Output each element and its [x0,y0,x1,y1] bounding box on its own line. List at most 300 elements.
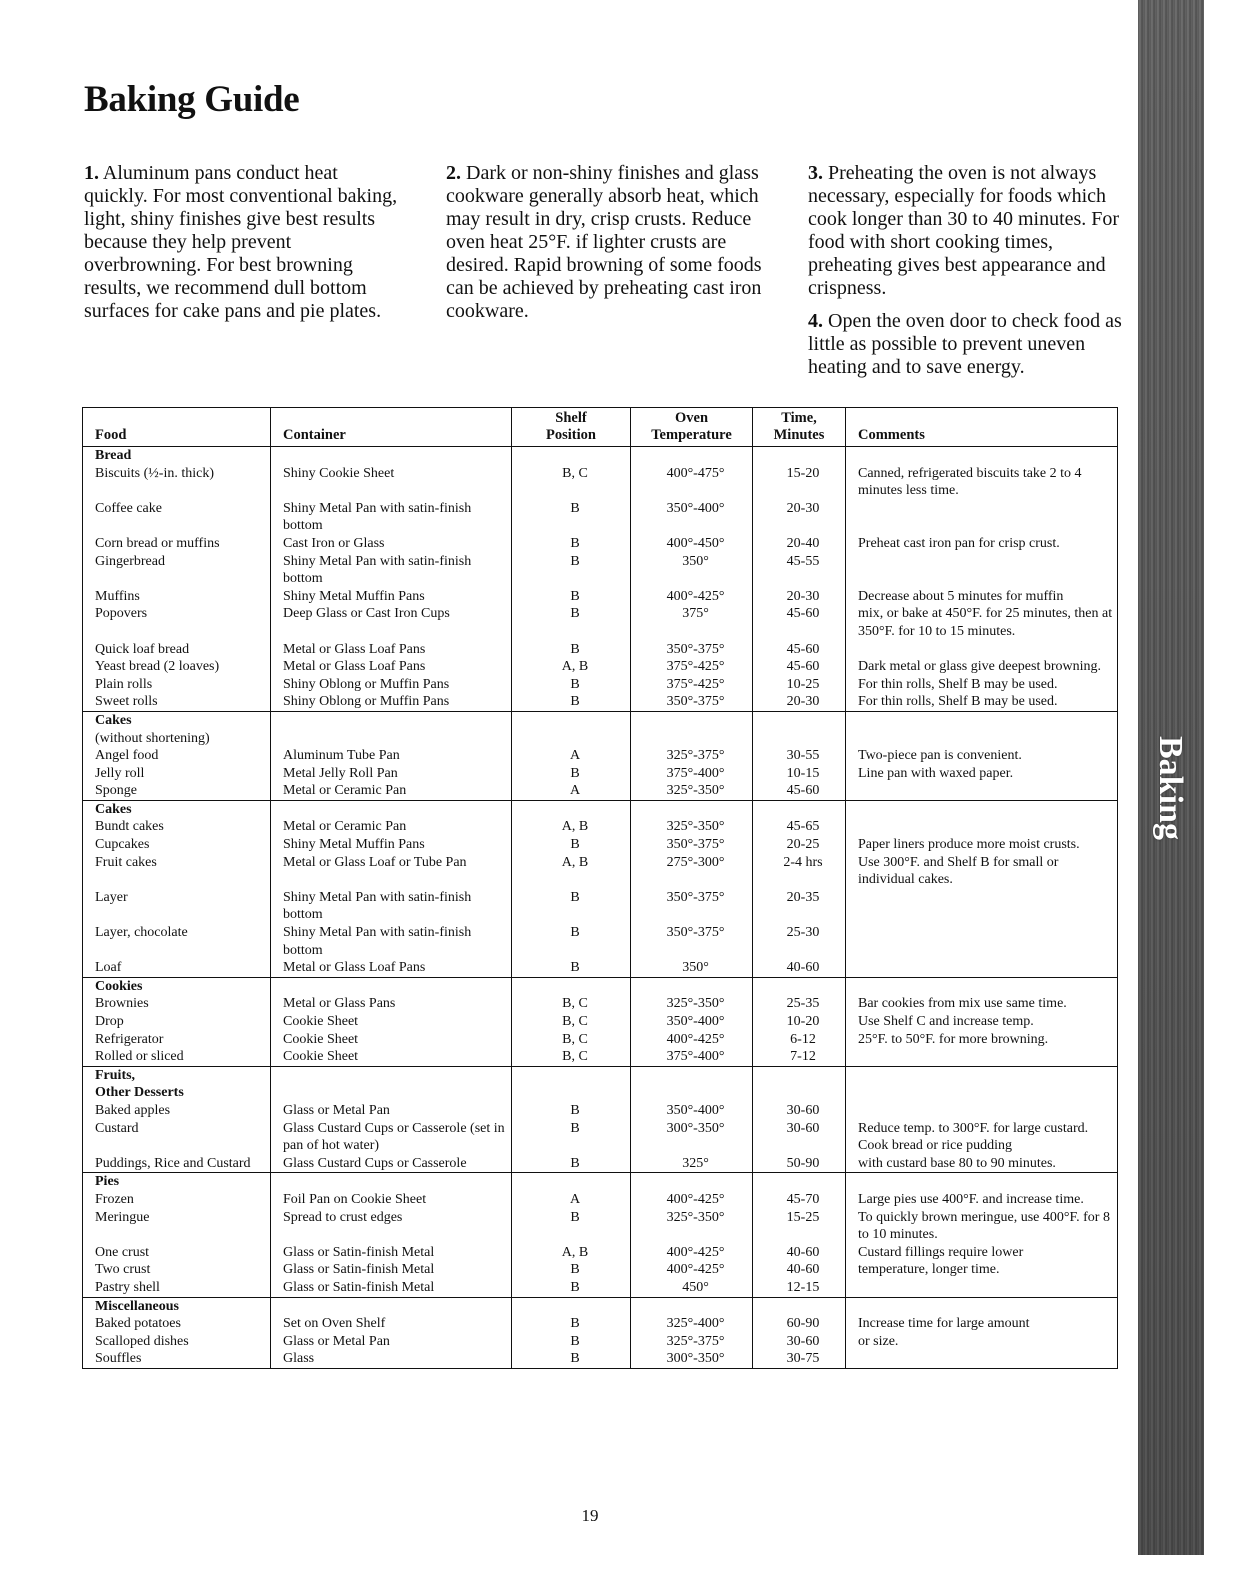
comment-cell: Line pan with waxed paper. [846,765,1118,783]
comment-cell: Dark metal or glass give deepest browning. [846,658,1118,676]
table-row [83,818,1118,836]
container-cell: Metal or Glass Loaf Pans [271,641,512,659]
shelf-cell: B [512,553,631,588]
food-cell: Corn bread or muffins [83,535,271,553]
page-title: Baking Guide [84,79,300,120]
table-row [83,959,1118,977]
table-row [83,676,1118,694]
container-cell: Set on Oven Shelf [271,1315,512,1333]
food-cell: Yeast bread (2 loaves) [83,658,271,676]
empty-cell [512,1066,631,1084]
empty-cell [512,1297,631,1315]
empty-cell [631,447,753,465]
table-row [83,1155,1118,1173]
container-cell: Deep Glass or Cast Iron Cups [271,605,512,640]
empty-cell [512,447,631,465]
tip-text: Preheating the oven is not always necessary, especially for foods which cook longer than 30 to 40 minutes. For food with short cooking times, preheating gives best appearance and crispness. [808,162,1120,299]
tip-1 [84,162,406,323]
table-row [83,995,1118,1013]
tip-text: Open the oven door to check food as little as possible to prevent uneven heating and to save energy. [808,310,1122,378]
category-row [83,447,1118,465]
empty-cell [271,711,512,729]
comment-cell [846,641,1118,659]
table-row [83,747,1118,765]
table-row [83,1120,1118,1155]
empty-cell [846,447,1118,465]
temperature-cell: 400°-425° [631,1261,753,1279]
empty-cell [271,1173,512,1191]
shelf-cell: B [512,1261,631,1279]
temperature-cell: 400°-450° [631,535,753,553]
container-cell: Metal or Ceramic Pan [271,818,512,836]
table-row [83,1261,1118,1279]
container-cell: Shiny Metal Muffin Pans [271,836,512,854]
empty-cell [512,730,631,748]
food-cell: Bundt cakes [83,818,271,836]
empty-cell [753,1297,846,1315]
container-cell: Shiny Cookie Sheet [271,465,512,500]
empty-cell [631,1173,753,1191]
table-row [83,500,1118,535]
temperature-cell: 350°-400° [631,1013,753,1031]
comment-cell [846,889,1118,924]
temperature-cell: 400°-425° [631,1244,753,1262]
empty-cell [846,977,1118,995]
comment-cell: Two-piece pan is convenient. [846,747,1118,765]
time-cell: 45-70 [753,1191,846,1209]
food-cell: Muffins [83,588,271,606]
food-cell: Coffee cake [83,500,271,535]
temperature-cell: 350°-375° [631,924,753,959]
time-cell: 20-30 [753,500,846,535]
table-row [83,553,1118,588]
empty-cell [271,977,512,995]
container-cell: Metal or Ceramic Pan [271,782,512,800]
table-row [83,1350,1118,1368]
empty-cell [753,447,846,465]
shelf-cell: B, C [512,1031,631,1049]
food-cell: Fruit cakes [83,854,271,889]
shelf-cell: B [512,676,631,694]
shelf-cell: A [512,782,631,800]
tip-number: 1. [84,162,99,184]
time-cell: 45-60 [753,658,846,676]
time-cell: 40-60 [753,1244,846,1262]
comment-cell: or size. [846,1333,1118,1351]
table-row [83,588,1118,606]
time-cell: 10-15 [753,765,846,783]
food-cell: Sweet rolls [83,693,271,711]
container-cell: Shiny Metal Muffin Pans [271,588,512,606]
comment-cell: For thin rolls, Shelf B may be used. [846,676,1118,694]
comment-cell: To quickly brown meringue, use 400°F. for 8 to 10 minutes. [846,1209,1118,1244]
tip-2 [446,162,776,323]
empty-cell [271,800,512,818]
table-row [83,535,1118,553]
empty-cell [846,1066,1118,1084]
empty-cell [846,730,1118,748]
time-cell: 25-35 [753,995,846,1013]
food-cell: Layer, chocolate [83,924,271,959]
time-cell: 45-65 [753,818,846,836]
table-row [83,641,1118,659]
temperature-cell: 375°-400° [631,1048,753,1066]
time-cell: 7-12 [753,1048,846,1066]
table-header-row [83,408,1118,447]
table-row [83,924,1118,959]
empty-cell [512,711,631,729]
shelf-cell: B [512,1102,631,1120]
food-cell: Sponge [83,782,271,800]
time-cell: 40-60 [753,959,846,977]
category-row [83,711,1118,729]
shelf-cell: B [512,765,631,783]
temperature-cell: 325° [631,1155,753,1173]
comment-cell [846,1279,1118,1297]
table-row [83,854,1118,889]
time-cell: 50-90 [753,1155,846,1173]
food-cell: Popovers [83,605,271,640]
temperature-cell: 375°-400° [631,765,753,783]
food-cell: Plain rolls [83,676,271,694]
comment-cell: Use 300°F. and Shelf B for small or individual cakes. [846,854,1118,889]
food-cell: One crust [83,1244,271,1262]
time-cell: 60-90 [753,1315,846,1333]
container-cell: Glass or Metal Pan [271,1102,512,1120]
time-cell: 15-25 [753,1209,846,1244]
temperature-cell: 275°-300° [631,854,753,889]
shelf-cell: B [512,1315,631,1333]
comment-cell [846,553,1118,588]
temperature-cell: 325°-350° [631,782,753,800]
category-label: Pies [83,1173,271,1191]
temperature-cell: 350° [631,959,753,977]
time-cell: 20-25 [753,836,846,854]
side-tab-label: Baking [1152,736,1189,840]
shelf-cell: B [512,1279,631,1297]
baking-guide-table [82,407,1118,1369]
table-row [83,1102,1118,1120]
empty-cell [271,1066,512,1084]
shelf-cell: B, C [512,1048,631,1066]
time-cell: 45-60 [753,605,846,640]
subcategory-row [83,1084,1118,1102]
comment-cell [846,1048,1118,1066]
empty-cell [631,977,753,995]
temperature-cell: 325°-400° [631,1315,753,1333]
temperature-cell: 325°-350° [631,818,753,836]
shelf-cell: B [512,641,631,659]
shelf-cell: A, B [512,818,631,836]
empty-cell [271,1297,512,1315]
temperature-cell: 350°-375° [631,693,753,711]
table-row [83,782,1118,800]
empty-cell [631,711,753,729]
container-cell: Cookie Sheet [271,1013,512,1031]
temperature-cell: 375°-425° [631,658,753,676]
time-cell: 6-12 [753,1031,846,1049]
shelf-cell: B [512,588,631,606]
tip-4 [808,310,1128,379]
tips-column-1 [84,162,406,333]
table-row [83,1279,1118,1297]
container-cell: Shiny Oblong or Muffin Pans [271,676,512,694]
table-row [83,1209,1118,1244]
temperature-cell: 325°-350° [631,995,753,1013]
time-cell: 30-55 [753,747,846,765]
subcategory-label: Other Desserts [83,1084,271,1102]
empty-cell [753,1173,846,1191]
container-cell: Glass or Metal Pan [271,1333,512,1351]
food-cell: Angel food [83,747,271,765]
time-cell: 20-30 [753,693,846,711]
table-row [83,1048,1118,1066]
empty-cell [753,1066,846,1084]
comment-cell: Decrease about 5 minutes for muffin [846,588,1118,606]
food-cell: Quick loaf bread [83,641,271,659]
header-comments: Comments [846,408,1118,447]
table-row [83,605,1118,640]
comment-cell: with custard base 80 to 90 minutes. [846,1155,1118,1173]
table-row [83,1031,1118,1049]
empty-cell [846,1297,1118,1315]
category-label: Bread [83,447,271,465]
temperature-cell: 300°-350° [631,1120,753,1155]
food-cell: Jelly roll [83,765,271,783]
shelf-cell: B [512,1209,631,1244]
tip-text: Aluminum pans conduct heat quickly. For most conventional baking, light, shiny finishes give best results because they help prevent overbrowning. For best browning results, we recommend dull bottom surfaces for cake pans and pie plates. [84,162,398,322]
food-cell: Baked potatoes [83,1315,271,1333]
container-cell: Metal or Glass Loaf Pans [271,658,512,676]
empty-cell [753,1084,846,1102]
shelf-cell: B [512,959,631,977]
shelf-cell: B [512,836,631,854]
container-cell: Cast Iron or Glass [271,535,512,553]
tip-number: 2. [446,162,461,184]
food-cell: Puddings, Rice and Custard [83,1155,271,1173]
empty-cell [846,800,1118,818]
table-row [83,693,1118,711]
time-cell: 25-30 [753,924,846,959]
table-row [83,1244,1118,1262]
empty-cell [846,1173,1118,1191]
subcategory-label: (without shortening) [83,730,271,748]
tip-3 [808,162,1128,300]
time-cell: 20-35 [753,889,846,924]
category-label: Miscellaneous [83,1297,271,1315]
food-cell: Brownies [83,995,271,1013]
container-cell: Glass or Satin-finish Metal [271,1279,512,1297]
time-cell: 45-60 [753,782,846,800]
comment-cell: Use Shelf C and increase temp. [846,1013,1118,1031]
header-food: Food [83,408,271,447]
temperature-cell: 400°-425° [631,1191,753,1209]
table-row [83,465,1118,500]
temperature-cell: 400°-425° [631,1031,753,1049]
empty-cell [631,800,753,818]
food-cell: Rolled or sliced [83,1048,271,1066]
container-cell: Metal Jelly Roll Pan [271,765,512,783]
empty-cell [271,730,512,748]
temperature-cell: 325°-375° [631,1333,753,1351]
time-cell: 12-15 [753,1279,846,1297]
temperature-cell: 400°-475° [631,465,753,500]
table-row [83,1191,1118,1209]
shelf-cell: A, B [512,658,631,676]
container-cell: Metal or Glass Loaf or Tube Pan [271,854,512,889]
time-cell: 30-75 [753,1350,846,1368]
empty-cell [631,1297,753,1315]
temperature-cell: 450° [631,1279,753,1297]
empty-cell [631,1066,753,1084]
empty-cell [512,1173,631,1191]
shelf-cell: B [512,605,631,640]
time-cell: 45-55 [753,553,846,588]
food-cell: Souffles [83,1350,271,1368]
table-row [83,1013,1118,1031]
time-cell: 40-60 [753,1261,846,1279]
shelf-cell: A [512,747,631,765]
shelf-cell: B, C [512,1013,631,1031]
comment-cell [846,818,1118,836]
category-row [83,1297,1118,1315]
food-cell: Layer [83,889,271,924]
container-cell: Shiny Metal Pan with satin-finish bottom [271,500,512,535]
container-cell: Shiny Metal Pan with satin-finish bottom [271,889,512,924]
shelf-cell: B [512,1333,631,1351]
time-cell: 30-60 [753,1120,846,1155]
category-label: Fruits, [83,1066,271,1084]
food-cell: Biscuits (½-in. thick) [83,465,271,500]
shelf-cell: B [512,500,631,535]
container-cell: Glass or Satin-finish Metal [271,1261,512,1279]
food-cell: Cupcakes [83,836,271,854]
comment-cell: Reduce temp. to 300°F. for large custard. Cook bread or rice pudding [846,1120,1118,1155]
category-label: Cakes [83,711,271,729]
table-row [83,1333,1118,1351]
empty-cell [631,1084,753,1102]
tip-number: 3. [808,162,823,184]
temperature-cell: 350°-400° [631,1102,753,1120]
empty-cell [753,711,846,729]
temperature-cell: 375° [631,605,753,640]
container-cell: Cookie Sheet [271,1031,512,1049]
empty-cell [512,800,631,818]
comment-cell [846,782,1118,800]
container-cell: Glass Custard Cups or Casserole [271,1155,512,1173]
comment-cell: For thin rolls, Shelf B may be used. [846,693,1118,711]
time-cell: 30-60 [753,1102,846,1120]
page-number: 19 [581,1506,599,1525]
temperature-cell: 325°-375° [631,747,753,765]
shelf-cell: B [512,535,631,553]
temperature-cell: 350° [631,553,753,588]
category-row [83,800,1118,818]
shelf-cell: A, B [512,1244,631,1262]
header-oven-temperature: Oven Temperature [631,408,753,447]
empty-cell [753,800,846,818]
food-cell: Loaf [83,959,271,977]
subcategory-row [83,730,1118,748]
temperature-cell: 350°-400° [631,500,753,535]
container-cell: Glass [271,1350,512,1368]
comment-cell [846,500,1118,535]
empty-cell [846,711,1118,729]
comment-cell: Custard fillings require lower [846,1244,1118,1262]
container-cell: Foil Pan on Cookie Sheet [271,1191,512,1209]
empty-cell [512,1084,631,1102]
comment-cell: Preheat cast iron pan for crisp crust. [846,535,1118,553]
category-label: Cookies [83,977,271,995]
comment-cell: mix, or bake at 450°F. for 25 minutes, then at 350°F. for 10 to 15 minutes. [846,605,1118,640]
table-row [83,889,1118,924]
comment-cell: 25°F. to 50°F. for more browning. [846,1031,1118,1049]
food-cell: Scalloped dishes [83,1333,271,1351]
time-cell: 20-30 [753,588,846,606]
food-cell: Pastry shell [83,1279,271,1297]
container-cell: Aluminum Tube Pan [271,747,512,765]
shelf-cell: B [512,1120,631,1155]
table-row [83,658,1118,676]
food-cell: Frozen [83,1191,271,1209]
time-cell: 30-60 [753,1333,846,1351]
empty-cell [271,447,512,465]
temperature-cell: 300°-350° [631,1350,753,1368]
comment-cell: temperature, longer time. [846,1261,1118,1279]
empty-cell [631,730,753,748]
container-cell: Shiny Oblong or Muffin Pans [271,693,512,711]
comment-cell: Large pies use 400°F. and increase time. [846,1191,1118,1209]
category-label: Cakes [83,800,271,818]
shelf-cell: B [512,1155,631,1173]
header-container: Container [271,408,512,447]
time-cell: 2-4 hrs [753,854,846,889]
temperature-cell: 325°-350° [631,1209,753,1244]
food-cell: Custard [83,1120,271,1155]
time-cell: 10-25 [753,676,846,694]
shelf-cell: B, C [512,465,631,500]
temperature-cell: 350°-375° [631,641,753,659]
container-cell: Spread to crust edges [271,1209,512,1244]
food-cell: Baked apples [83,1102,271,1120]
category-row [83,977,1118,995]
comment-cell: Bar cookies from mix use same time. [846,995,1118,1013]
category-row [83,1066,1118,1084]
container-cell: Metal or Glass Pans [271,995,512,1013]
empty-cell [846,1084,1118,1102]
table-row [83,765,1118,783]
container-cell: Glass Custard Cups or Casserole (set in pan of hot water) [271,1120,512,1155]
header-shelf-position: Shelf Position [512,408,631,447]
food-cell: Drop [83,1013,271,1031]
comment-cell: Increase time for large amount [846,1315,1118,1333]
empty-cell [512,977,631,995]
table-row [83,1315,1118,1333]
empty-cell [753,730,846,748]
food-cell: Two crust [83,1261,271,1279]
tip-text: Dark or non-shiny finishes and glass cookware generally absorb heat, which may result in dry, crisp crusts. Reduce oven heat 25°F. if lighter crusts are desired. Rapid browning of some foods can be achieved by preheating cast iron cookware. [446,162,762,322]
comment-cell [846,1350,1118,1368]
container-cell: Shiny Metal Pan with satin-finish bottom [271,924,512,959]
time-cell: 20-40 [753,535,846,553]
container-cell: Shiny Metal Pan with satin-finish bottom [271,553,512,588]
temperature-cell: 400°-425° [631,588,753,606]
time-cell: 10-20 [753,1013,846,1031]
tips-column-3 [808,162,1128,389]
temperature-cell: 350°-375° [631,889,753,924]
time-cell: 45-60 [753,641,846,659]
shelf-cell: B [512,693,631,711]
